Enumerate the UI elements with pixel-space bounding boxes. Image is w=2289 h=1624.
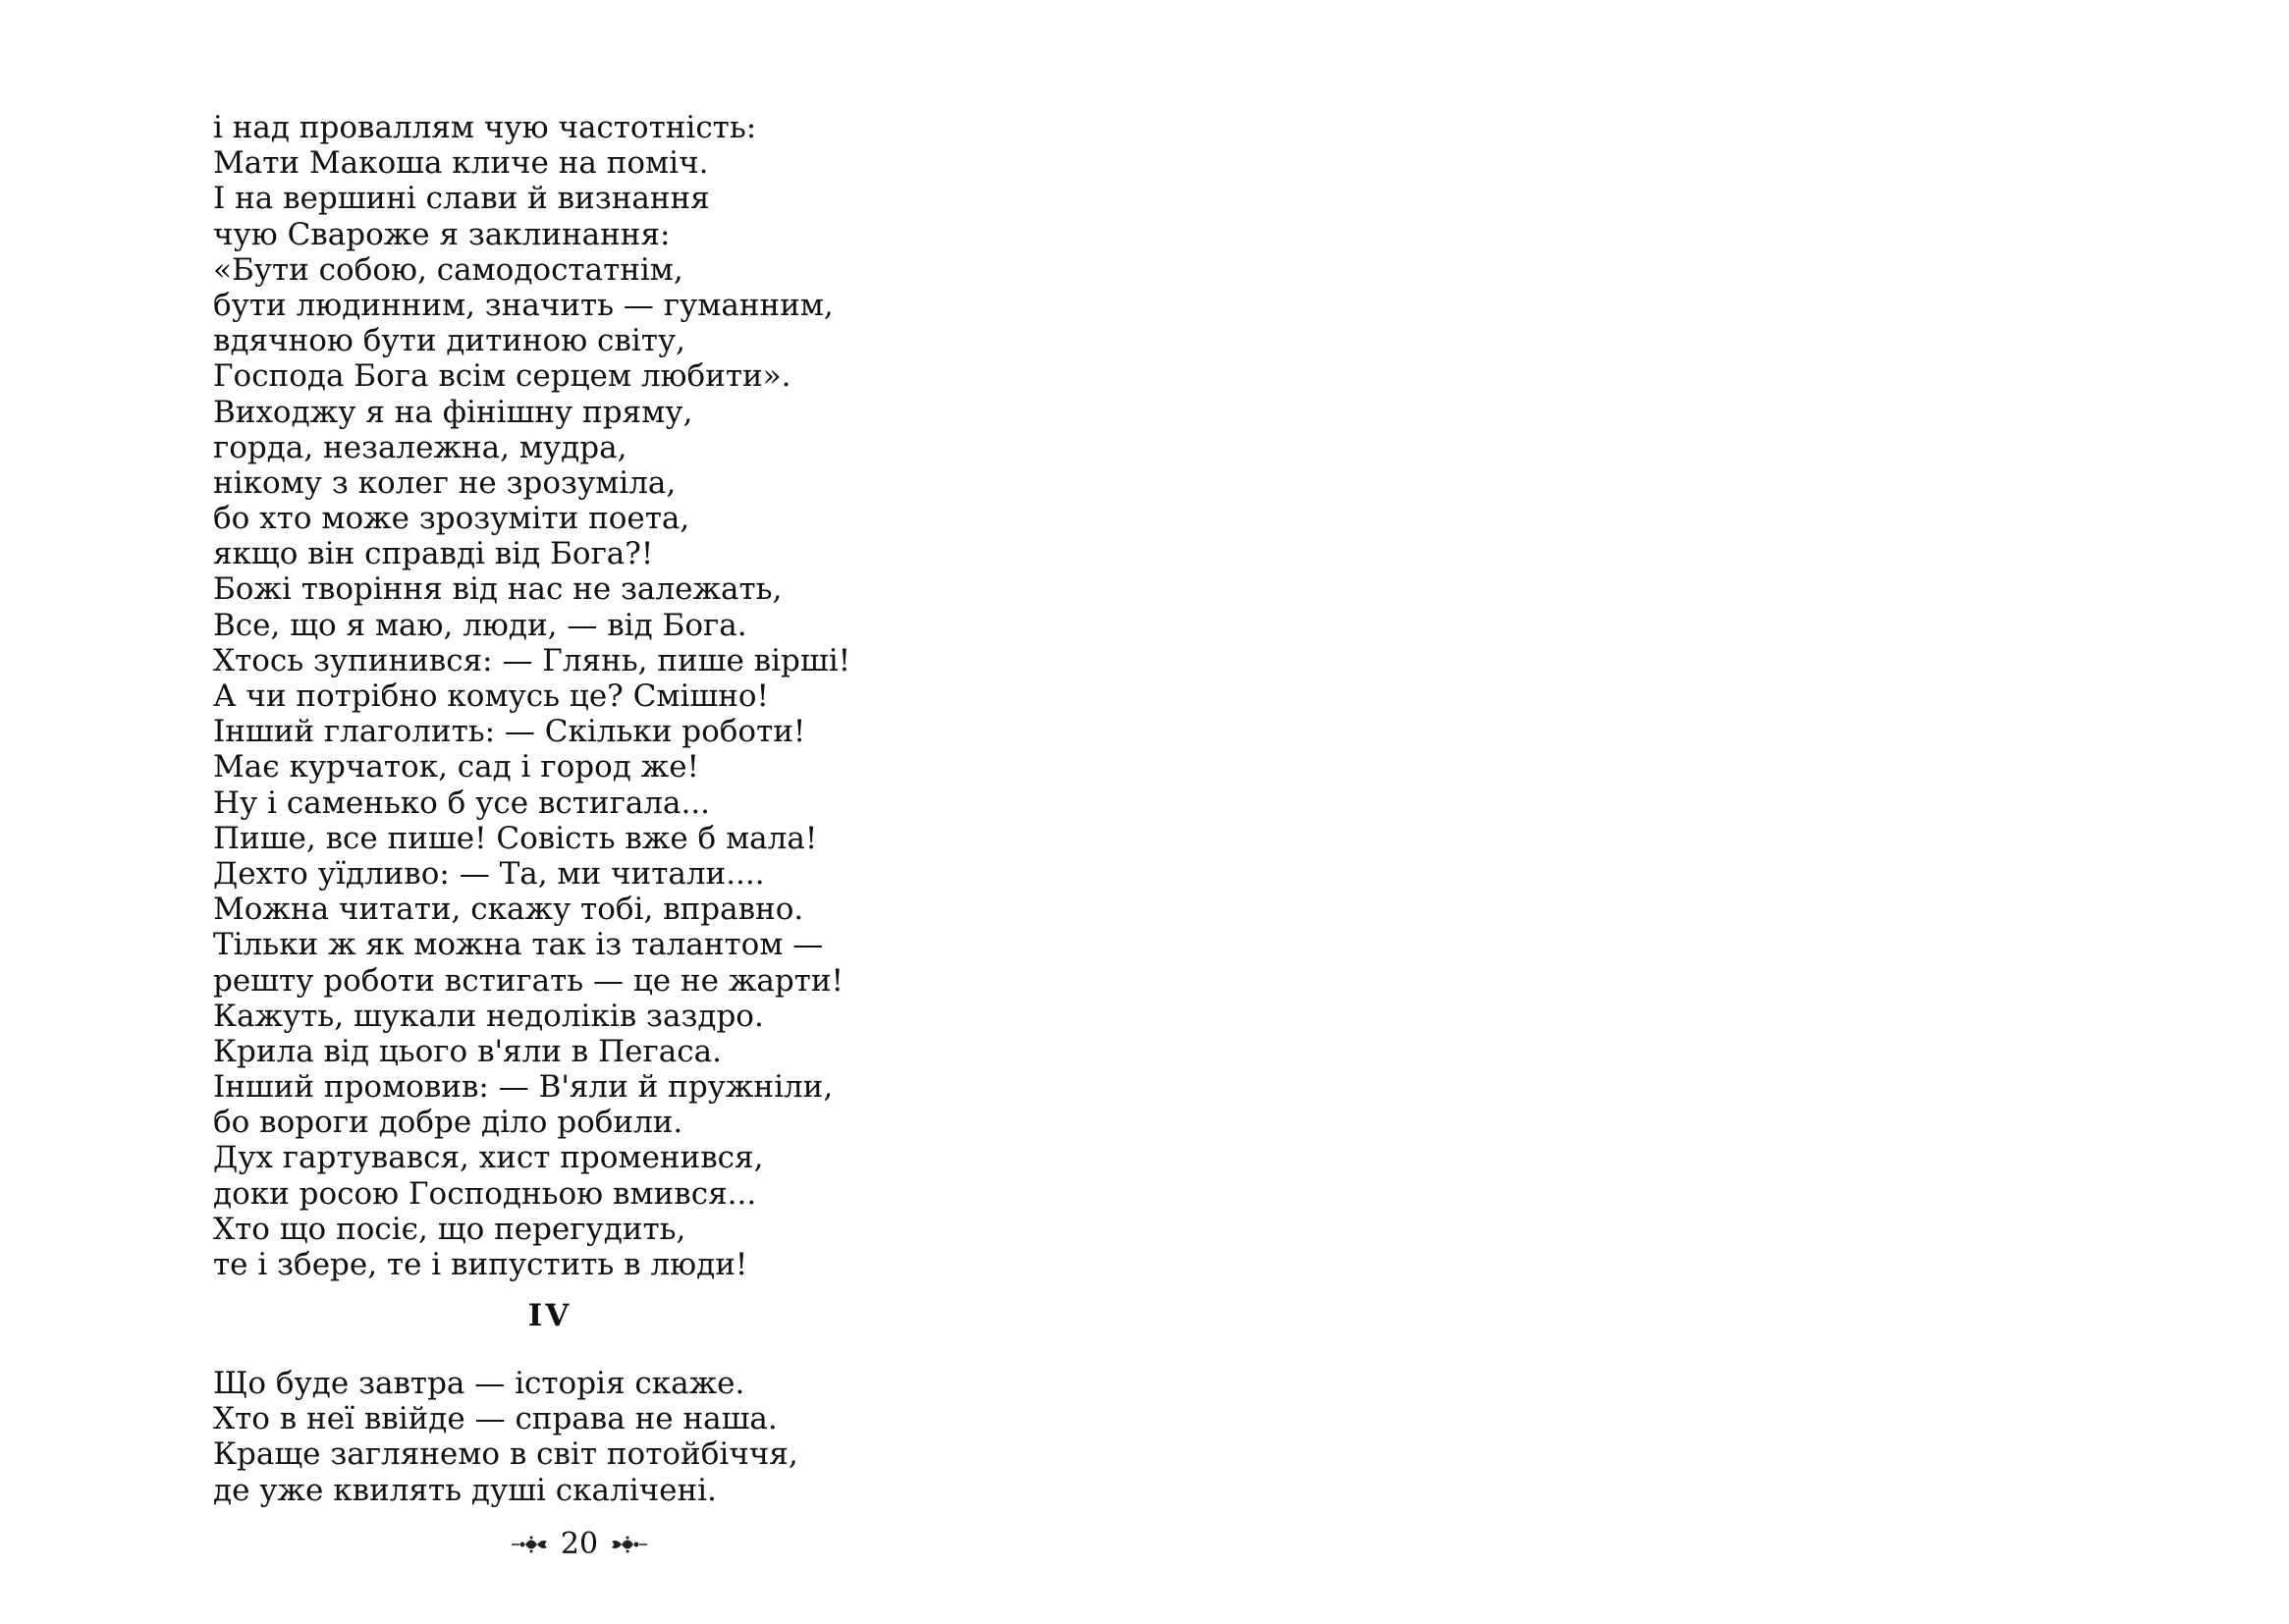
- section-number: IV: [527, 1298, 572, 1333]
- page-number: 20: [560, 1527, 599, 1561]
- verse-line: доки росою Господньою вмився...: [213, 1175, 757, 1212]
- verse-line: А чи потрібно комусь це? Смішно!: [213, 678, 770, 714]
- verse-line: Має курчаток, сад і город же!: [213, 749, 700, 785]
- verse-line: якщо він справді від Бога?!: [213, 536, 654, 572]
- verse-line: Хто в неї ввійде — справа не наша.: [213, 1401, 778, 1437]
- right-page: [1145, 0, 2289, 1624]
- verse-line: Дух гартувався, хист променився,: [213, 1140, 764, 1176]
- verse-line: і над проваллям чую частотність:: [213, 110, 757, 145]
- verse-line: Краще заглянемо в світ потойбіччя,: [213, 1436, 798, 1473]
- verse-line: те і збере, те і випустить в люди!: [213, 1247, 748, 1282]
- verse-line: нікому з колег не зрозуміла,: [213, 464, 677, 501]
- left-page-verse: [213, 110, 850, 1282]
- verse-line: Дехто уїдливо: — Та, ми читали....: [213, 855, 765, 892]
- verse-line: «Бути собою, самодостатнім,: [213, 251, 683, 288]
- verse-line: Хтось зупинився: — Глянь, пише вірші!: [213, 642, 851, 678]
- verse-line: бути людинним, значить — гуманним,: [213, 287, 834, 323]
- verse-line: Божі творіння від нас не залежать,: [213, 571, 783, 608]
- verse-line: Мати Макоша кличе на поміч.: [213, 145, 709, 182]
- verse-line: бо хто може зрозуміти поета,: [213, 501, 690, 537]
- verse-line: горда, незалежна, мудра,: [213, 429, 627, 465]
- verse-line: бо вороги добре діло робили.: [213, 1105, 683, 1141]
- verse-line: де уже квилять душі скалічені.: [213, 1472, 717, 1508]
- verse-line: чую Свароже я заклинання:: [213, 216, 671, 252]
- verse-line: Інший промовив: — В'яли й пружніли,: [213, 1069, 834, 1106]
- verse-line: Виходжу я на фінішну пряму,: [213, 394, 693, 430]
- verse-line: Крила від цього в'яли в Пегаса.: [213, 1033, 722, 1069]
- left-page-verse-section-iv: [213, 1366, 798, 1508]
- left-page: [0, 0, 1144, 1624]
- verse-line: Все, що я маю, люди, — від Бога.: [213, 607, 747, 643]
- verse-line: Інший глаголить: — Скільки роботи!: [213, 714, 806, 750]
- verse-line: вдячною бути дитиною світу,: [213, 323, 686, 359]
- verse-line: Хто що посіє, що перегудить,: [213, 1211, 686, 1247]
- verse-line: І на вершині слави й визнання: [213, 181, 710, 217]
- verse-line: Тільки ж як можна так із талантом —: [213, 927, 824, 963]
- ornament-left-icon: [510, 1534, 551, 1555]
- page-number-footer: [506, 1525, 653, 1564]
- verse-line: Ну і саменько б усе встигала...: [213, 785, 711, 821]
- verse-line: Пише, все пише! Совість вже б мала!: [213, 820, 818, 856]
- verse-line: Що буде завтра — історія скаже.: [213, 1366, 745, 1401]
- ornament-right-icon: [608, 1534, 649, 1555]
- verse-line: Можна читати, скажу тобі, вправно.: [213, 892, 804, 928]
- verse-line: Господа Бога всім серцем любити».: [213, 358, 791, 395]
- verse-line: Кажуть, шукали недоліків заздро.: [213, 998, 764, 1034]
- verse-line: решту роботи встигать — це не жарти!: [213, 962, 844, 999]
